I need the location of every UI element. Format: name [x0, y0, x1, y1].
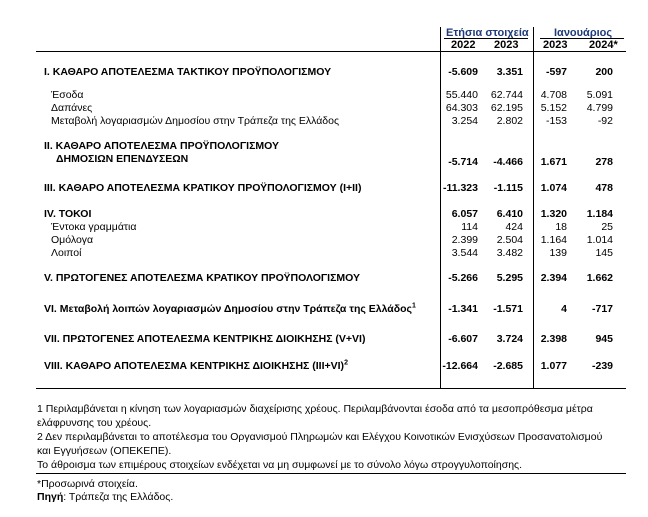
- row-value: 2.398: [540, 333, 567, 345]
- row-value: 6.057: [451, 208, 478, 220]
- row-value: 64.303: [445, 102, 478, 114]
- row-value: 4: [561, 303, 567, 315]
- header-annual: Ετήσια στοιχεία: [446, 27, 529, 39]
- source-label: Πηγή: [37, 491, 64, 503]
- row-value: -1.341: [448, 303, 478, 315]
- header-year-2023-jan: 2023: [543, 39, 568, 51]
- row-value: 3.482: [496, 247, 523, 259]
- col-separator-mid: [533, 27, 534, 389]
- provisional-note: *Προσωρινά στοιχεία.: [37, 478, 138, 490]
- row-label: II. ΚΑΘΑΡΟ ΑΠΟΤΕΛΕΣΜΑ ΠΡΟΫΠΟΛΟΓΙΣΜΟΥ: [44, 140, 279, 152]
- row-value: 1.164: [540, 234, 567, 246]
- row-label: Μεταβολή λογαριασμών Δημοσίου στην Τράπεζα της Ελλάδος: [51, 115, 340, 127]
- row-value: -1.571: [493, 303, 523, 315]
- footnote-ref: 1: [412, 302, 416, 310]
- row-value: 2.802: [496, 115, 523, 127]
- row-value: -1.115: [493, 182, 523, 194]
- row-label: V. ΠΡΩΤΟΓΕΝΕΣ ΑΠΟΤΕΛΕΣΜΑ ΚΡΑΤΙΚΟΥ ΠΡΟΫΠΟΛΟΓΙΣΜΟΥ: [44, 272, 361, 284]
- row-label: Λοιποί: [51, 247, 82, 259]
- row-value: -5.609: [448, 66, 478, 78]
- row-value: 1.671: [540, 156, 567, 168]
- row-value: 2.399: [451, 234, 478, 246]
- row-label: III. ΚΑΘΑΡΟ ΑΠΟΤΕΛΕΣΜΑ ΚΡΑΤΙΚΟΥ ΠΡΟΫΠΟΛΟΓΙΣΜΟΥ (I+II): [44, 182, 362, 194]
- row-value: 478: [595, 182, 613, 194]
- row-value: -597: [545, 66, 567, 78]
- row-value: -92: [597, 115, 613, 127]
- row-value: 1.014: [586, 234, 613, 246]
- row-value: -717: [591, 303, 613, 315]
- row-value: 3.724: [496, 333, 523, 345]
- row-value: 1.662: [586, 272, 613, 284]
- row-label: Έσοδα: [51, 89, 84, 101]
- row-value: 5.091: [586, 89, 613, 101]
- source-text: : Τράπεζα της Ελλάδος.: [63, 491, 174, 503]
- row-value: 62.195: [490, 102, 523, 114]
- header-january: Ιανουάριος: [554, 27, 613, 39]
- row-value: 5.295: [496, 272, 523, 284]
- row-value: 278: [595, 156, 613, 168]
- row-value: 2.504: [496, 234, 523, 246]
- row-value: 1.077: [540, 360, 567, 372]
- header-year-2024: 2024*: [589, 39, 618, 51]
- row-value: -2.685: [493, 360, 523, 372]
- footnote-1: 1 Περιλαμβάνεται η κίνηση των λογαριασμών διαχείρισης χρέους. Περιλαμβάνονται έσοδα από τα μεσοπρόθεσμα μέτρα: [37, 403, 593, 415]
- footnote-2: 2 Δεν περιλαμβάνεται το αποτέλεσμα του Οργανισμού Πληρωμών και Ελέγχου Κοινοτικών Ενισχύσεων Προσανατολισμού: [37, 431, 603, 443]
- row-label-text: VI. Μεταβολή λοιπών λογαριασμών Δημοσίου στην Τράπεζα της Ελλάδος: [44, 303, 412, 315]
- row-value: -239: [591, 360, 613, 372]
- row-value: 945: [595, 333, 613, 345]
- row-value: -11.323: [442, 182, 478, 194]
- row-value: -5.266: [448, 272, 478, 284]
- row-value: 6.410: [496, 208, 523, 220]
- row-value: 139: [549, 247, 567, 259]
- footnote-ref: 2: [344, 359, 348, 367]
- row-value: 18: [555, 221, 567, 233]
- row-label: Ομόλογα: [51, 234, 94, 246]
- row-label-continued: ΔΗΜΟΣΙΩΝ ΕΠΕΝΔΥΣΕΩΝ: [56, 153, 189, 165]
- row-label: Έντοκα γραμμάτια: [51, 221, 137, 233]
- row-value: 145: [595, 247, 613, 259]
- row-value: -12.664: [442, 360, 478, 372]
- row-value: -4.466: [493, 156, 523, 168]
- row-value: 3.254: [451, 115, 478, 127]
- row-value: 1.320: [540, 208, 567, 220]
- notes-rule: [36, 473, 626, 474]
- row-value: 4.799: [586, 102, 613, 114]
- col-separator-left: [440, 27, 441, 389]
- header-year-2023-annual: 2023: [494, 39, 519, 51]
- row-value: 1.074: [540, 182, 567, 194]
- row-value: 114: [461, 221, 478, 233]
- header-underline-annual: [444, 38, 528, 39]
- row-label-text: VIII. ΚΑΘΑΡΟ ΑΠΟΤΕΛΕΣΜΑ ΚΕΝΤΡΙΚΗΣ ΔΙΟΙΚΗΣΗΣ (III+VI): [44, 360, 345, 372]
- row-value: 2.394: [540, 272, 567, 284]
- row-value: -5.714: [448, 156, 478, 168]
- row-value: 3.351: [496, 66, 523, 78]
- row-value: 4.708: [540, 89, 567, 101]
- row-value: 55.440: [445, 89, 478, 101]
- bottom-rule: [36, 388, 626, 389]
- row-label: I. ΚΑΘΑΡΟ ΑΠΟΤΕΛΕΣΜΑ ΤΑΚΤΙΚΟΥ ΠΡΟΫΠΟΛΟΓΙΣΜΟΥ: [44, 66, 332, 78]
- header-underline-january: [540, 38, 624, 39]
- row-label: [44, 303, 416, 316]
- row-label: Δαπάνες: [51, 102, 93, 114]
- row-value: -6.607: [448, 333, 478, 345]
- row-value: 424: [505, 221, 523, 233]
- footnote-2-continued: και Εγγυήσεων (ΟΠΕΚΕΠΕ).: [37, 445, 172, 457]
- top-rule: [36, 51, 626, 52]
- rounding-note: Το άθροισμα των επιμέρους στοιχείων ενδέχεται να μη συμφωνεί με το σύνολο λόγω στρογγυλοποίησης.: [37, 459, 523, 471]
- row-value: 1.184: [586, 208, 613, 220]
- header-year-2022: 2022: [451, 39, 476, 51]
- row-value: 3.544: [451, 247, 478, 259]
- row-value: -153: [545, 115, 567, 127]
- row-value: 62.744: [490, 89, 523, 101]
- source-note: [37, 490, 173, 504]
- row-value: 5.152: [540, 102, 567, 114]
- row-value: 200: [595, 66, 613, 78]
- row-label: [44, 360, 348, 373]
- row-label: VII. ΠΡΩΤΟΓΕΝΕΣ ΑΠΟΤΕΛΕΣΜΑ ΚΕΝΤΡΙΚΗΣ ΔΙΟΙΚΗΣΗΣ (V+VI): [44, 333, 366, 345]
- row-label: IV. ΤΟΚΟΙ: [44, 208, 92, 220]
- row-value: 25: [601, 221, 613, 233]
- footnote-1-continued: ελάφρυνσης του χρέους.: [37, 417, 152, 429]
